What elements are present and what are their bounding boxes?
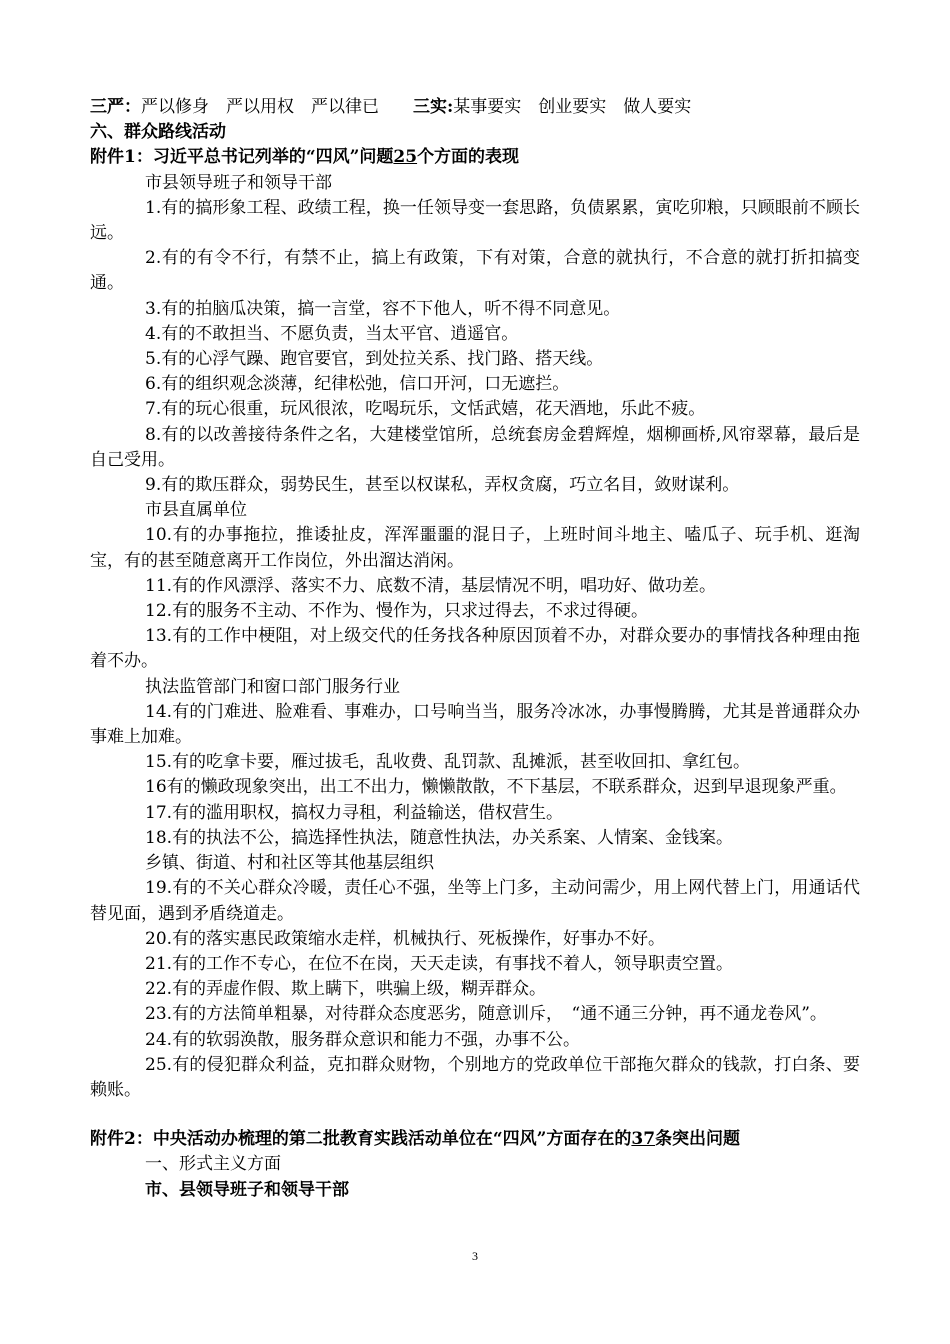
annex2-title-pre: 附件2：中央活动办梳理的第二批教育实践活动单位在“四风”方面存在的	[90, 1129, 632, 1150]
annex2-title-num: 37	[631, 1129, 656, 1150]
list-item: 8.有的以改善接待条件之名，大建楼堂馆所，总统套房金碧辉煌，烟柳画桥,风帘翠幕，最后是自己受用。	[90, 424, 860, 470]
annex1-title	[90, 145, 860, 170]
list-item: 4.有的不敢担当、不愿负责，当太平官、逍遥官。	[145, 323, 519, 344]
list-item: 7.有的玩心很重，玩风很浓，吃喝玩乐，文恬武嬉，花天酒地，乐此不疲。	[145, 399, 706, 420]
list-item: 11.有的作风漂浮、落实不力、底数不清，基层情况不明，唱功好、做功差。	[145, 575, 717, 596]
annex1-groups	[90, 171, 860, 1104]
list-item: 1.有的搞形象工程、政绩工程，换一任领导变一套思路，负债累累，寅吃卯粮，只顾眼前不顾长远。	[90, 197, 860, 244]
document-body	[90, 95, 860, 1203]
group-heading: 执法监管部门和窗口部门服务行业	[145, 676, 400, 697]
list-item: 17.有的滥用职权，搞权力寻租，利益输送，借权营生。	[145, 802, 564, 823]
section-title: 六、群众路线活动	[90, 122, 226, 143]
three-stricts-line	[90, 95, 860, 120]
list-item: 18.有的执法不公，搞选择性执法，随意性执法，办关系案、人情案、金钱案。	[145, 827, 734, 848]
list-item: 14.有的门难进、脸难看、事难办，口号响当当，服务冷冰冰，办事慢腾腾，尤其是普通群众办事难上加难。	[90, 701, 860, 748]
annex1-title-post: 个方面的表现	[417, 147, 520, 168]
list-item: 10.有的办事拖拉，推诿扯皮，浑浑噩噩的混日子，上班时间斗地主、嗑瓜子、玩手机、逛淘宝，有的甚至随意离开工作岗位，外出溜达消闲。	[90, 525, 860, 571]
list-item: 3.有的拍脑瓜决策，搞一言堂，容不下他人，听不得不同意见。	[145, 298, 621, 319]
list-item: 25.有的侵犯群众利益，克扣群众财物，个别地方的党政单位干部拖欠群众的钱款，打白条、要赖账。	[90, 1054, 860, 1100]
annex2-subheading: 市、县领导班子和领导干部	[145, 1179, 349, 1200]
list-item: 15.有的吃拿卡要，雁过拔毛，乱收费、乱罚款、乱摊派，甚至收回扣、拿红包。	[145, 752, 751, 773]
list-item: 6.有的组织观念淡薄，纪律松弛，信口开河，口无遮拦。	[145, 374, 570, 395]
list-item: 20.有的落实惠民政策缩水走样，机械执行、死板操作，好事办不好。	[145, 928, 666, 949]
list-item: 13.有的工作中梗阻，对上级交代的任务找各种原因顶着不办，对群众要办的事情找各种理由拖着不办。	[90, 626, 860, 672]
list-item: 16有的懒政现象突出，出工不出力，懒懒散散，不下基层，不联系群众，迟到早退现象严重。	[145, 777, 847, 798]
list-item: 9.有的欺压群众，弱势民生，甚至以权谋私，弄权贪腐，巧立名目，敛财谋利。	[145, 475, 740, 496]
san-shi-label: 三实:	[413, 97, 454, 117]
group-heading: 乡镇、街道、村和社区等其他基层组织	[145, 853, 434, 874]
annex1-title-num: 25	[393, 147, 418, 168]
list-item: 2.有的有令不行，有禁不止，搞上有政策，下有对策，合意的就执行，不合意的就打折扣搞变通。	[90, 248, 860, 294]
list-item: 23.有的方法简单粗暴，对待群众态度恶劣，随意训斥， “通不通三分钟，再不通龙卷风”。	[145, 1004, 827, 1025]
annex2-title	[90, 1127, 860, 1152]
spacer	[90, 1103, 860, 1127]
list-item: 24.有的软弱涣散，服务群众意识和能力不强，办事不公。	[145, 1029, 581, 1050]
group-heading: 市县领导班子和领导干部	[145, 172, 332, 193]
annex2-title-post: 条突出问题	[655, 1129, 741, 1150]
page-number: 3	[472, 1249, 478, 1263]
annex1-title-pre: 附件1：习近平总书记列举的“四风”问题	[90, 147, 394, 168]
list-item: 12.有的服务不主动、不作为、慢作为，只求过得去，不求过得硬。	[145, 601, 649, 622]
san-yan-label: 三严：	[90, 97, 141, 117]
san-shi-text: 某事要实 创业要实 做人要实	[453, 97, 692, 117]
list-item: 19.有的不关心群众冷暖，责任心不强，坐等上门多，主动问需少，用上网代替上门，用通话代替见面，遇到矛盾绕道走。	[90, 878, 860, 924]
san-yan-text: 严以修身 严以用权 严以律已	[141, 97, 413, 117]
list-item: 5.有的心浮气躁、跑官要官，到处拉关系、找门路、搭天线。	[145, 349, 604, 370]
list-item: 21.有的工作不专心，在位不在岗，天天走读，有事找不着人，领导职责空置。	[145, 953, 734, 974]
group-heading: 市县直属单位	[145, 500, 247, 521]
annex2-subsection: 一、形式主义方面	[145, 1154, 281, 1175]
list-item: 22.有的弄虚作假、欺上瞒下，哄骗上级，糊弄群众。	[145, 979, 547, 1000]
